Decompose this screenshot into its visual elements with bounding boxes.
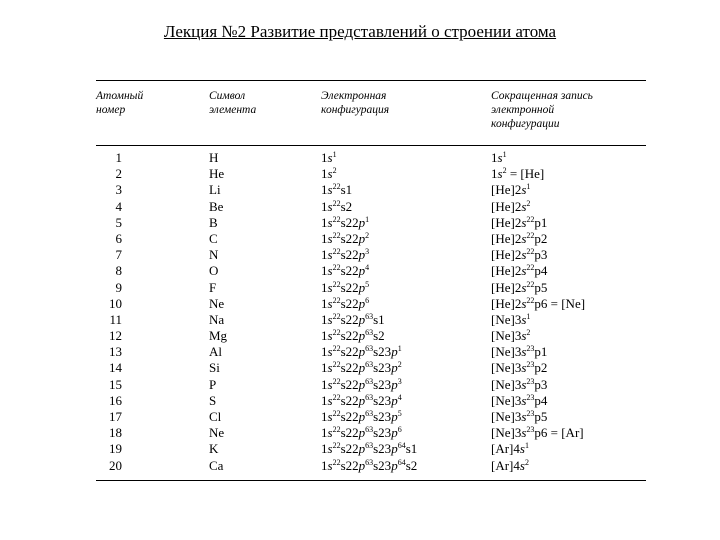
table-row xyxy=(96,166,646,182)
element-symbol: Na xyxy=(209,311,225,327)
table-row xyxy=(96,231,646,247)
table-row xyxy=(96,312,646,328)
element-symbol: Ne xyxy=(209,425,225,441)
atomic-number: 18 xyxy=(109,425,122,441)
table-row xyxy=(96,247,646,263)
short-config: $1s^2 = [He]$ xyxy=(491,166,545,182)
atomic-number: 16 xyxy=(109,392,122,408)
electron-config: $1s^{22}s22p^6$ xyxy=(321,295,370,311)
short-config: $[He]2s^{22}p4$ xyxy=(491,263,548,279)
element-symbol: Si xyxy=(209,360,220,376)
atomic-number: 13 xyxy=(109,344,122,360)
electron-config: $1s^{22}s22p^{63}s23p^{64}s2$ xyxy=(321,457,418,473)
electron-config: $1s^{22}s22p^{63}s23p^5$ xyxy=(321,409,402,424)
element-symbol: Ne xyxy=(209,295,225,311)
short-config: $[Ne]3s^2$ xyxy=(491,328,531,344)
short-config: $[Ne]3s^{23}p1$ xyxy=(491,344,548,360)
element-symbol: Al xyxy=(209,344,222,360)
table-row xyxy=(96,199,646,215)
element-symbol: N xyxy=(209,247,219,263)
electron-config: $1s^1$ xyxy=(321,150,337,165)
element-symbol: Be xyxy=(209,198,224,214)
atomic-number: 2 xyxy=(115,166,122,182)
atomic-number: 5 xyxy=(115,214,122,230)
table-row xyxy=(96,182,646,198)
atomic-number: 7 xyxy=(115,247,122,263)
header-text: электронной xyxy=(491,104,555,116)
atomic-number: 14 xyxy=(109,360,122,376)
element-symbol: Ca xyxy=(209,457,224,473)
electron-config: $1s^{22}s22p^1$ xyxy=(321,214,370,230)
atomic-number: 11 xyxy=(109,311,122,327)
short-config: $[Ne]3s^{23}p6 = [Ar]$ xyxy=(491,425,584,441)
atomic-number: 3 xyxy=(115,182,122,198)
header-atomic-number xyxy=(96,89,143,117)
short-config: $[Ne]3s^{23}p3$ xyxy=(491,376,548,392)
table-body xyxy=(96,146,646,480)
table-row xyxy=(96,441,646,457)
header-electron-config xyxy=(321,89,389,117)
table-row xyxy=(96,377,646,393)
atomic-number: 6 xyxy=(115,230,122,246)
electron-config: $1s^{22}s22p^5$ xyxy=(321,279,370,295)
electron-configuration-table xyxy=(96,80,646,481)
short-config: $[Ne]3s^1$ xyxy=(491,311,531,327)
table-row xyxy=(96,296,646,312)
atomic-number: 15 xyxy=(109,376,122,392)
element-symbol: F xyxy=(209,279,217,295)
table-row xyxy=(96,344,646,360)
electron-config: $1s^{22}s22p^{63}s23p^4$ xyxy=(321,392,402,408)
table-row xyxy=(96,150,646,166)
short-config: $[Ar]4s^2$ xyxy=(491,457,529,473)
table-row xyxy=(96,425,646,441)
short-config: $[Ne]3s^{23}p2$ xyxy=(491,360,548,376)
header-element-symbol xyxy=(209,89,256,117)
element-symbol: K xyxy=(209,441,219,457)
element-symbol: H xyxy=(209,150,219,165)
atomic-number: 10 xyxy=(109,295,122,311)
short-config: $[He]2s^2$ xyxy=(491,198,531,214)
electron-config: $1s^{22}s22p^4$ xyxy=(321,263,370,279)
table-row xyxy=(96,393,646,409)
atomic-number: 9 xyxy=(115,279,122,295)
header-text: Сокращенная запись xyxy=(491,90,593,102)
table-row xyxy=(96,458,646,474)
short-config: $1s^1$ xyxy=(491,150,507,165)
header-text: Электронная xyxy=(321,90,387,102)
header-text: номер xyxy=(96,104,126,116)
short-config: $[He]2s^1$ xyxy=(491,182,531,198)
table-row xyxy=(96,360,646,376)
element-symbol: Mg xyxy=(209,328,228,344)
table-row xyxy=(96,328,646,344)
electron-config: $1s^{22}s22p^{63}s23p^3$ xyxy=(321,376,402,392)
electron-config: $1s^{22}s22p^2$ xyxy=(321,230,370,246)
header-text: Символ xyxy=(209,90,246,102)
electron-config: $1s^{22}s1$ xyxy=(321,182,353,198)
element-symbol: O xyxy=(209,263,219,279)
atomic-number: 19 xyxy=(109,441,122,457)
element-symbol: He xyxy=(209,166,225,182)
electron-config: $1s^2$ xyxy=(321,166,337,182)
table-row xyxy=(96,263,646,279)
atomic-number: 4 xyxy=(115,198,122,214)
atomic-number: 8 xyxy=(115,263,122,279)
element-symbol: S xyxy=(209,392,217,408)
short-config: $[He]2s^{22}p6 = [Ne]$ xyxy=(491,295,586,311)
element-symbol: B xyxy=(209,214,218,230)
short-config: $[He]2s^{22}p5$ xyxy=(491,279,548,295)
header-text: элемента xyxy=(209,104,257,116)
atomic-number: 20 xyxy=(109,457,122,473)
table-row xyxy=(96,215,646,231)
header-text: конфигурации xyxy=(491,118,560,130)
header-text: Атомный xyxy=(96,90,144,102)
table-bottom-rule xyxy=(96,480,646,481)
electron-config: $1s^{22}s22p^{63}s23p^{64}s1$ xyxy=(321,441,418,457)
electron-config: $1s^{22}s22p^{63}s2$ xyxy=(321,328,385,344)
atomic-number: 1 xyxy=(115,150,122,165)
short-config: $[He]2s^{22}p1$ xyxy=(491,214,548,230)
short-config: $[Ar]4s^1$ xyxy=(491,441,529,457)
table-row xyxy=(96,280,646,296)
table-row xyxy=(96,409,646,425)
element-symbol: P xyxy=(209,376,217,392)
header-text: конфигурация xyxy=(321,104,390,116)
atomic-number: 12 xyxy=(109,328,122,344)
element-symbol: Li xyxy=(209,182,221,198)
electron-config: $1s^{22}s22p^{63}s23p^6$ xyxy=(321,425,402,441)
atomic-number: 17 xyxy=(109,409,122,424)
electron-config: $1s^{22}s22p^{63}s23p^1$ xyxy=(321,344,402,360)
element-symbol: C xyxy=(209,230,218,246)
electron-config: $1s^{22}s22p^{63}s23p^2$ xyxy=(321,360,402,376)
table-header xyxy=(96,81,646,145)
short-config: $[Ne]3s^{23}p5$ xyxy=(491,409,548,424)
short-config: $[He]2s^{22}p3$ xyxy=(491,247,548,263)
short-config: $[He]2s^{22}p2$ xyxy=(491,230,548,246)
page-title: Лекция №2 Развитие представлений о строении атома xyxy=(163,22,557,41)
element-symbol: Cl xyxy=(209,409,222,424)
electron-config: $1s^{22}s22p^3$ xyxy=(321,247,370,263)
short-config: $[Ne]3s^{23}p4$ xyxy=(491,392,548,408)
electron-config: $1s^{22}s2$ xyxy=(321,198,353,214)
header-short-config xyxy=(491,89,593,131)
electron-config: $1s^{22}s22p^{63}s1$ xyxy=(321,311,385,327)
